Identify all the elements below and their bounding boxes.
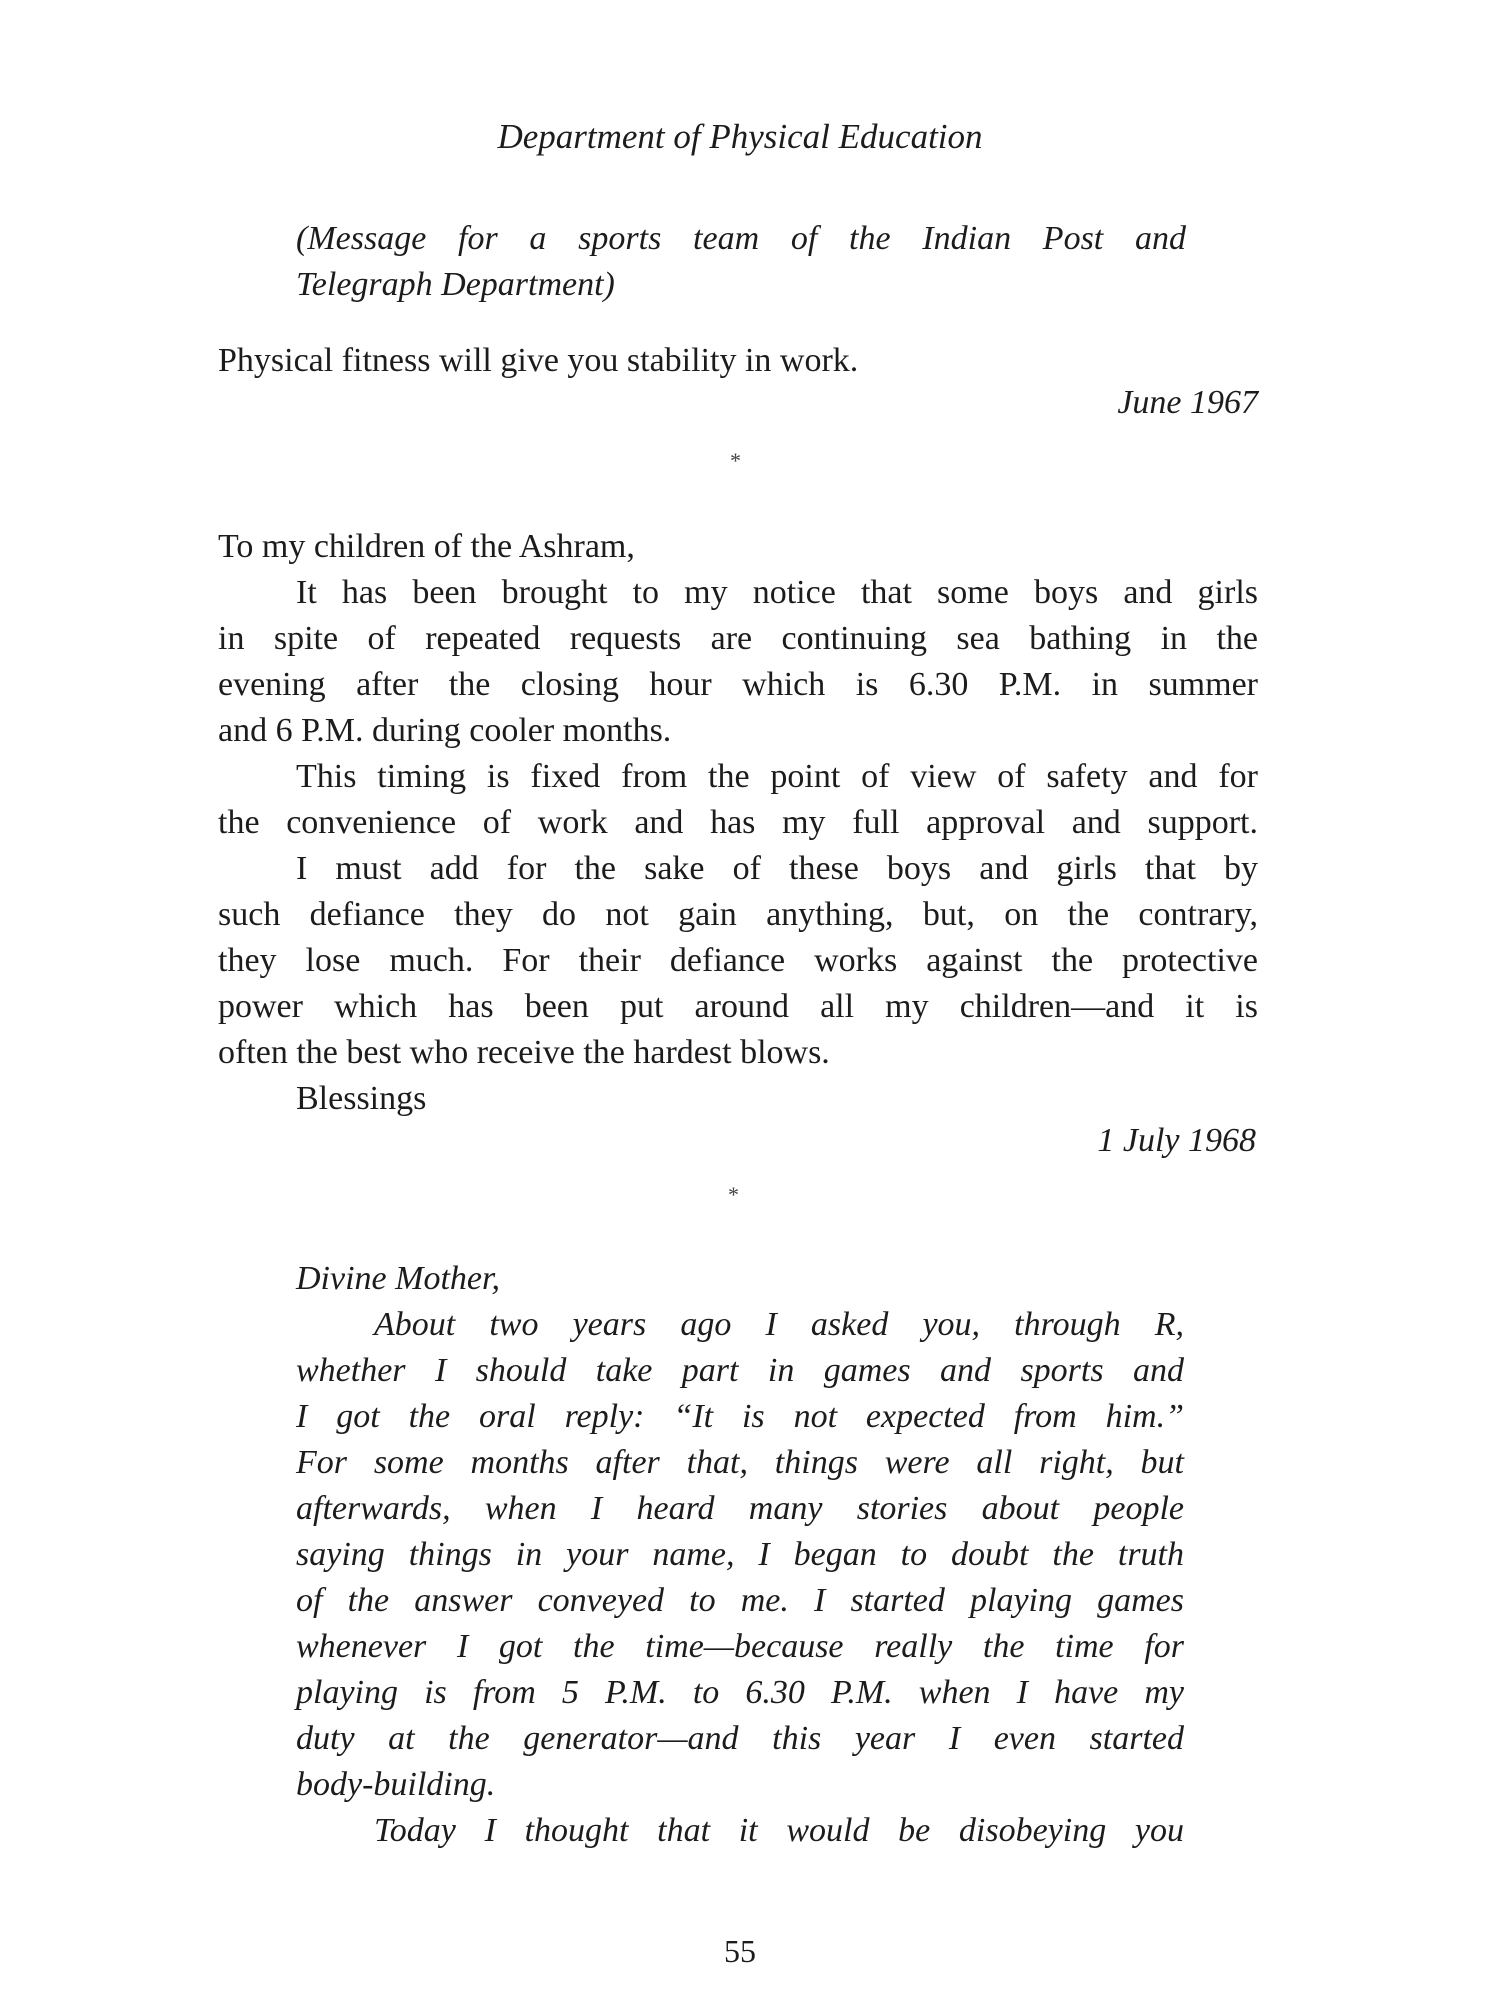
body-line: It has been brought to my notice that some boys and girls	[296, 574, 1258, 611]
body-line: For some months after that, things were all right, but	[296, 1444, 1184, 1481]
salutation: Divine Mother,	[296, 1260, 500, 1297]
note-line: (Message for a sports team of the Indian Post and	[296, 220, 1186, 257]
date: June 1967	[1117, 384, 1258, 421]
separator-star: *	[730, 448, 741, 473]
note-line: Telegraph Department)	[296, 266, 615, 303]
body-line: the convenience of work and has my full approval and support.	[218, 804, 1258, 841]
separator-star: *	[728, 1182, 739, 1207]
closing: Blessings	[296, 1080, 427, 1117]
body-line: of the answer conveyed to me. I started playing games	[296, 1582, 1184, 1619]
body-line: and 6 P.M. during cooler months.	[218, 712, 672, 749]
body-line: This timing is fixed from the point of view of safety and for	[296, 758, 1258, 795]
body-line: playing is from 5 P.M. to 6.30 P.M. when I have my	[296, 1674, 1184, 1711]
body-line: Today I thought that it would be disobeying you	[374, 1812, 1184, 1849]
body-line: I got the oral reply: “It is not expected from him.”	[296, 1398, 1184, 1435]
message-text: Physical fitness will give you stability in work.	[218, 342, 859, 379]
date: 1 July 1968	[1097, 1122, 1256, 1159]
body-line: saying things in your name, I began to doubt the truth	[296, 1536, 1184, 1573]
body-line: About two years ago I asked you, through R,	[374, 1306, 1184, 1343]
body-line: evening after the closing hour which is 6.30 P.M. in summer	[218, 666, 1258, 703]
salutation: To my children of the Ashram,	[218, 528, 635, 565]
body-line: afterwards, when I heard many stories about people	[296, 1490, 1184, 1527]
body-line: body-building.	[296, 1766, 496, 1803]
body-line: duty at the generator—and this year I even started	[296, 1720, 1184, 1757]
body-line: they lose much. For their defiance works against the protective	[218, 942, 1258, 979]
body-line: whenever I got the time—because really the time for	[296, 1628, 1184, 1665]
body-line: whether I should take part in games and sports and	[296, 1352, 1184, 1389]
page-header: Department of Physical Education	[497, 117, 983, 156]
body-line: in spite of repeated requests are continuing sea bathing in the	[218, 620, 1258, 657]
page-number: 55	[724, 1933, 756, 1969]
body-line: power which has been put around all my children—and it is	[218, 988, 1258, 1025]
body-line: such defiance they do not gain anything, but, on the contrary,	[218, 896, 1258, 933]
body-line: often the best who receive the hardest blows.	[218, 1034, 830, 1071]
body-line: I must add for the sake of these boys and girls that by	[296, 850, 1258, 887]
